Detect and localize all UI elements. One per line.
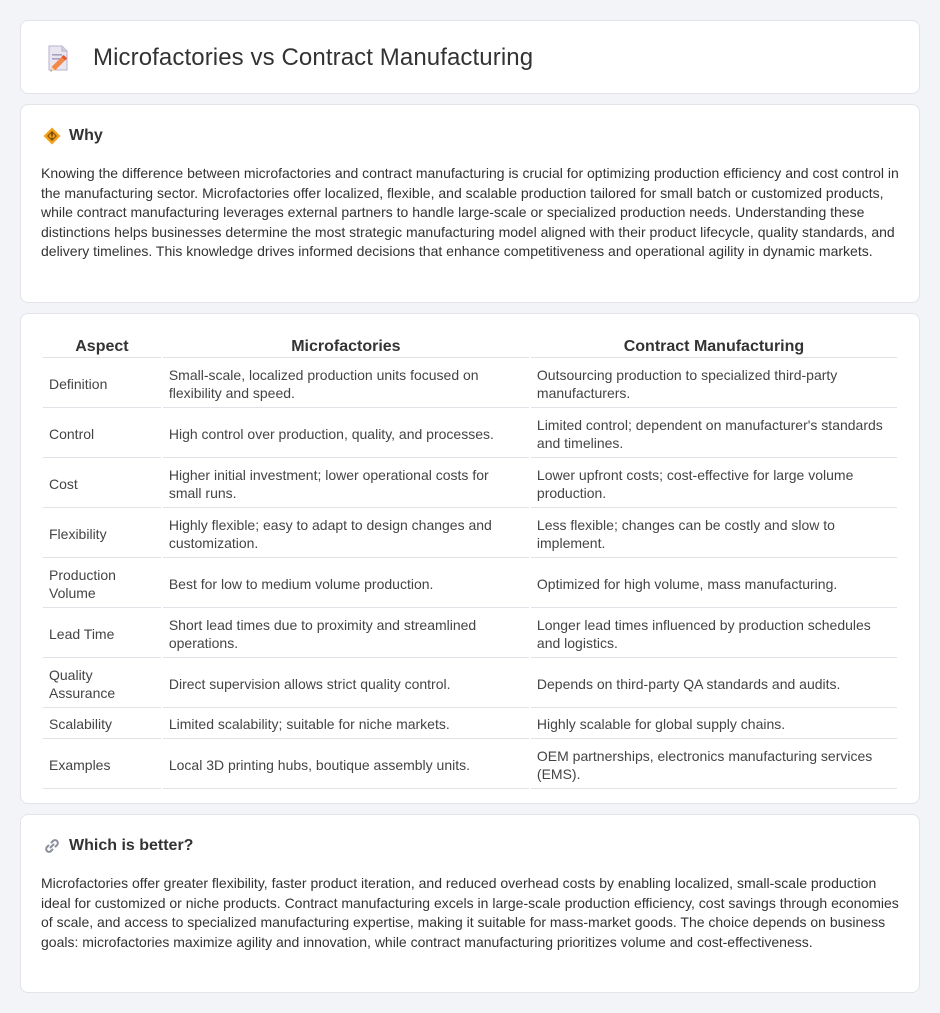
header-microfactories: Microfactories bbox=[163, 336, 529, 358]
aspect-cell: Scalability bbox=[43, 710, 161, 739]
contract-cell: Less flexible; changes can be costly and slow to implement. bbox=[531, 510, 897, 558]
table-row bbox=[43, 460, 897, 508]
contract-cell: Depends on third-party QA standards and audits. bbox=[531, 660, 897, 708]
table-row bbox=[43, 510, 897, 558]
table-row bbox=[43, 410, 897, 458]
contract-cell: Optimized for high volume, mass manufacturing. bbox=[531, 560, 897, 608]
microfactories-cell: High control over production, quality, and processes. bbox=[163, 410, 529, 458]
better-text: Microfactories offer greater flexibility, faster product iteration, and reduced overhead costs by enabling localized, small-scale production ideal for customized or niche products. Contract manufacturing excels in large-scale production efficiency, cost savings through economies of scale, and access to specialized manufacturing expertise, making it suitable for mass-market goods. The choice depends on business goals: microfactories maximize agility and innovation, while contract manufacturing prioritizes volume and cost-effectiveness. bbox=[41, 875, 899, 950]
aspect-cell: Definition bbox=[43, 360, 161, 408]
microfactories-cell: Limited scalability; suitable for niche markets. bbox=[163, 710, 529, 739]
aspect-cell: Quality Assurance bbox=[43, 660, 161, 708]
contract-cell: Highly scalable for global supply chains. bbox=[531, 710, 897, 739]
microfactories-cell: Highly flexible; easy to adapt to design changes and customization. bbox=[163, 510, 529, 558]
aspect-cell: Examples bbox=[43, 741, 161, 789]
table-row bbox=[43, 610, 897, 658]
table-row bbox=[43, 660, 897, 708]
table-row bbox=[43, 560, 897, 608]
diamond-signal-icon bbox=[43, 127, 61, 145]
aspect-cell: Flexibility bbox=[43, 510, 161, 558]
why-header bbox=[43, 127, 103, 145]
comparison-table bbox=[41, 334, 899, 791]
microfactories-cell: Higher initial investment; lower operational costs for small runs. bbox=[163, 460, 529, 508]
contract-cell: Outsourcing production to specialized third-party manufacturers. bbox=[531, 360, 897, 408]
title-card bbox=[20, 20, 920, 94]
why-section bbox=[20, 104, 920, 303]
contract-cell: Longer lead times influenced by production schedules and logistics. bbox=[531, 610, 897, 658]
header-contract-manufacturing: Contract Manufacturing bbox=[531, 336, 897, 358]
table-row bbox=[43, 710, 897, 739]
table-header-row bbox=[43, 336, 897, 358]
document-pencil-icon bbox=[43, 43, 73, 73]
aspect-cell: Lead Time bbox=[43, 610, 161, 658]
contract-cell: Lower upfront costs; cost-effective for large volume production. bbox=[531, 460, 897, 508]
which-is-better-section bbox=[20, 814, 920, 993]
microfactories-cell: Local 3D printing hubs, boutique assembly units. bbox=[163, 741, 529, 789]
microfactories-cell: Small-scale, localized production units focused on flexibility and speed. bbox=[163, 360, 529, 408]
aspect-cell: Production Volume bbox=[43, 560, 161, 608]
aspect-cell: Control bbox=[43, 410, 161, 458]
aspect-cell: Cost bbox=[43, 460, 161, 508]
better-header bbox=[43, 837, 193, 855]
contract-cell: Limited control; dependent on manufacturer's standards and timelines. bbox=[531, 410, 897, 458]
comparison-section bbox=[20, 313, 920, 804]
why-heading: Why bbox=[69, 127, 103, 144]
microfactories-cell: Short lead times due to proximity and streamlined operations. bbox=[163, 610, 529, 658]
contract-cell: OEM partnerships, electronics manufacturing services (EMS). bbox=[531, 741, 897, 789]
title-row bbox=[43, 43, 533, 73]
why-text: Knowing the difference between microfactories and contract manufacturing is crucial for optimizing production efficiency and cost control in the manufacturing sector. Microfactories offer localized, flexible, and scalable production tailored for small batch or customized products, while contract manufacturing leverages external partners to handle large-scale or specialized production needs. Understanding these distinctions helps businesses determine the most strategic manufacturing model aligned with their product lifecycle, quality standards, and delivery timelines. This knowledge drives informed decisions that enhance competitiveness and operational agility in dynamic markets. bbox=[41, 165, 899, 259]
link-icon bbox=[43, 837, 61, 855]
table-row bbox=[43, 741, 897, 789]
microfactories-cell: Best for low to medium volume production. bbox=[163, 560, 529, 608]
better-heading: Which is better? bbox=[69, 837, 194, 854]
microfactories-cell: Direct supervision allows strict quality control. bbox=[163, 660, 529, 708]
page-title: Microfactories vs Contract Manufacturing bbox=[93, 44, 534, 71]
header-aspect: Aspect bbox=[43, 336, 161, 358]
table-row bbox=[43, 360, 897, 408]
